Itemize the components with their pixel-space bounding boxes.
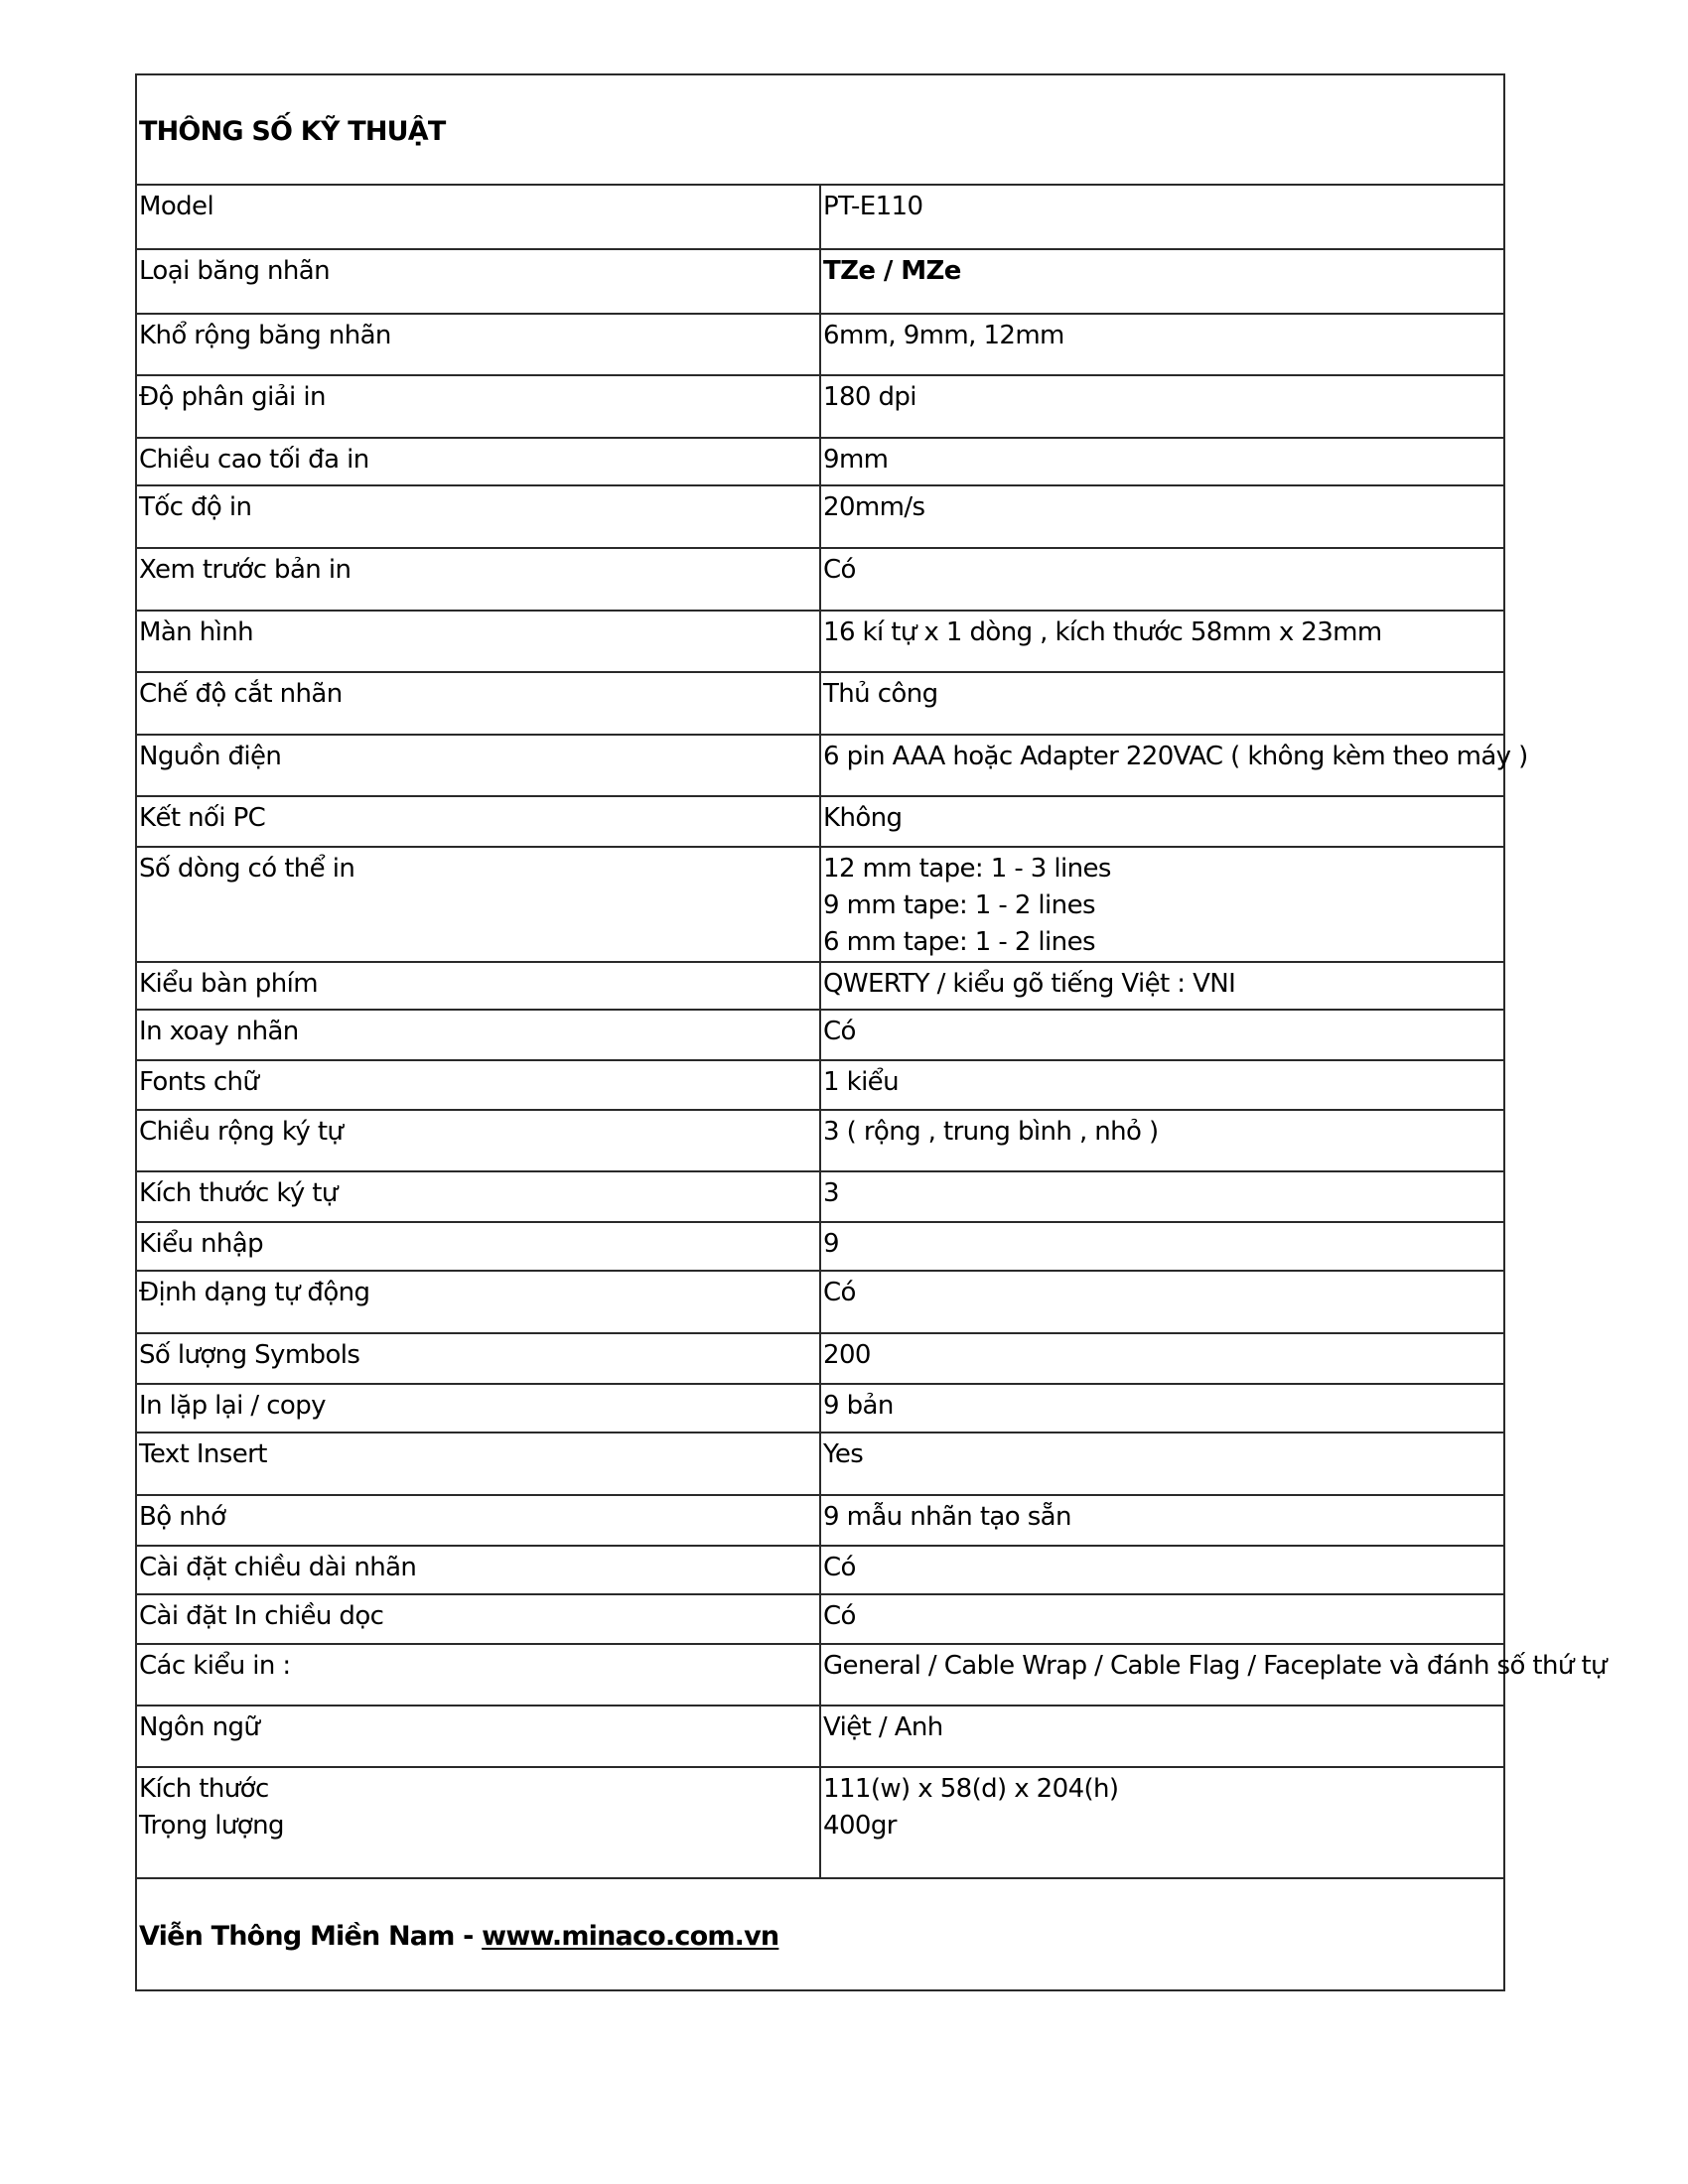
spec-value: 6mm, 9mm, 12mm bbox=[823, 321, 1064, 350]
spec-row bbox=[136, 548, 1504, 611]
spec-value-cell bbox=[820, 249, 1504, 314]
spec-label-cell bbox=[136, 1010, 820, 1060]
spec-value: Không bbox=[823, 803, 903, 833]
spec-value-cell bbox=[820, 1644, 1607, 1706]
spec-value: 20mm/s bbox=[823, 492, 925, 522]
spec-label-cell bbox=[136, 847, 820, 962]
website-link[interactable]: www.minaco.com.vn bbox=[482, 1921, 779, 1952]
spec-value: 6 pin AAA hoặc Adapter 220VAC ( không kèm theo máy ) bbox=[823, 742, 1528, 771]
spec-label: Chế độ cắt nhãn bbox=[139, 679, 343, 709]
spec-value-cell bbox=[820, 1222, 1504, 1271]
spec-label: Text Insert bbox=[139, 1439, 267, 1469]
spec-row bbox=[136, 438, 1504, 485]
spec-value: Có bbox=[823, 1553, 856, 1582]
spec-value: 3 ( rộng , trung bình , nhỏ ) bbox=[823, 1117, 1159, 1147]
company-name: Viễn Thông Miền Nam - bbox=[139, 1921, 483, 1952]
spec-row bbox=[136, 1546, 1504, 1594]
spec-label: Ngôn ngữ bbox=[139, 1712, 260, 1742]
spec-value-cell bbox=[820, 485, 1504, 548]
spec-row bbox=[136, 375, 1504, 438]
spec-value: 9 mẫu nhãn tạo sẵn bbox=[823, 1502, 1071, 1532]
spec-value-cell bbox=[820, 438, 1504, 485]
spec-row bbox=[136, 735, 1504, 796]
spec-label: Cài đặt In chiều dọc bbox=[139, 1601, 384, 1631]
spec-label-cell bbox=[136, 1495, 820, 1546]
spec-value: 180 dpi bbox=[823, 382, 916, 412]
spec-row bbox=[136, 1333, 1504, 1384]
spec-label: Định dạng tự động bbox=[139, 1278, 370, 1307]
spec-value-cell bbox=[820, 1767, 1504, 1878]
spec-label: Cài đặt chiều dài nhãn bbox=[139, 1553, 417, 1582]
spec-label: Loại băng nhãn bbox=[139, 256, 331, 286]
spec-row bbox=[136, 847, 1504, 962]
spec-value-cell bbox=[820, 375, 1504, 438]
spec-value: 16 kí tự x 1 dòng , kích thước 58mm x 23mm bbox=[823, 617, 1382, 647]
spec-label-cell bbox=[136, 1222, 820, 1271]
spec-label-cell bbox=[136, 314, 820, 375]
spec-label: Kết nối PC bbox=[139, 803, 266, 833]
spec-value: 3 bbox=[823, 1178, 839, 1208]
spec-value: 200 bbox=[823, 1340, 871, 1370]
spec-label-cell bbox=[136, 485, 820, 548]
spec-label-cell bbox=[136, 185, 820, 249]
spec-label-cell bbox=[136, 796, 820, 847]
spec-table bbox=[135, 73, 1607, 1991]
spec-row bbox=[136, 1644, 1504, 1706]
spec-value-cell bbox=[820, 735, 1528, 796]
spec-label-cell bbox=[136, 375, 820, 438]
spec-value-cell bbox=[820, 548, 1504, 611]
spec-label-cell bbox=[136, 735, 820, 796]
spec-label-cell bbox=[136, 1433, 820, 1495]
spec-label-cell bbox=[136, 1594, 820, 1644]
spec-value: General / Cable Wrap / Cable Flag / Faceplate và đánh số thứ tự bbox=[823, 1651, 1607, 1681]
spec-value-cell bbox=[820, 1333, 1504, 1384]
spec-value: 1 kiểu bbox=[823, 1067, 899, 1097]
spec-label-cell bbox=[136, 611, 820, 672]
spec-row bbox=[136, 1060, 1504, 1110]
spec-row bbox=[136, 485, 1504, 548]
spec-label-cell bbox=[136, 548, 820, 611]
spec-row bbox=[136, 185, 1504, 249]
spec-title bbox=[136, 74, 1504, 185]
spec-value: 9 bản bbox=[823, 1391, 894, 1421]
spec-label-cell bbox=[136, 438, 820, 485]
spec-value: Có bbox=[823, 1017, 856, 1046]
spec-value: TZe / MZe bbox=[823, 256, 961, 286]
spec-label: Chiều rộng ký tự bbox=[139, 1117, 344, 1147]
spec-value-cell bbox=[820, 1546, 1504, 1594]
spec-row bbox=[136, 1010, 1504, 1060]
spec-value-cell bbox=[820, 962, 1504, 1010]
spec-label: In xoay nhãn bbox=[139, 1017, 299, 1046]
spec-label: Màn hình bbox=[139, 617, 253, 647]
spec-value-cell bbox=[820, 1706, 1504, 1767]
spec-value: Có bbox=[823, 555, 856, 585]
spec-value: 111(w) x 58(d) x 204(h) 400gr bbox=[823, 1774, 1119, 1841]
spec-label-cell bbox=[136, 672, 820, 735]
spec-value-cell bbox=[820, 611, 1504, 672]
spec-row bbox=[136, 1594, 1504, 1644]
spec-label: Độ phân giải in bbox=[139, 382, 326, 412]
spec-label-cell bbox=[136, 1546, 820, 1594]
spec-label: Số lượng Symbols bbox=[139, 1340, 360, 1370]
spec-row bbox=[136, 249, 1504, 314]
spec-label: Tốc độ in bbox=[139, 492, 252, 522]
spec-label: Nguồn điện bbox=[139, 742, 282, 771]
spec-value-cell bbox=[820, 672, 1504, 735]
spec-value: 9 bbox=[823, 1229, 839, 1259]
spec-value-cell bbox=[820, 1594, 1504, 1644]
spec-row bbox=[136, 1271, 1504, 1333]
spec-value-cell bbox=[820, 1110, 1504, 1171]
spec-value: PT-E110 bbox=[823, 192, 923, 221]
spec-value: Việt / Anh bbox=[823, 1712, 943, 1742]
spec-label-cell bbox=[136, 1271, 820, 1333]
spec-value-cell bbox=[820, 1171, 1504, 1222]
spec-row bbox=[136, 796, 1504, 847]
spec-label-cell bbox=[136, 1384, 820, 1433]
spec-row bbox=[136, 1433, 1504, 1495]
spec-label-cell bbox=[136, 1110, 820, 1171]
spec-row bbox=[136, 1384, 1504, 1433]
spec-label: Xem trước bản in bbox=[139, 555, 352, 585]
spec-row bbox=[136, 962, 1504, 1010]
spec-label: Kích thước ký tự bbox=[139, 1178, 338, 1208]
spec-value: Có bbox=[823, 1601, 856, 1631]
spec-row bbox=[136, 1110, 1504, 1171]
spec-label-cell bbox=[136, 1706, 820, 1767]
spec-label: Kích thước Trọng lượng bbox=[139, 1774, 284, 1841]
spec-row bbox=[136, 1495, 1504, 1546]
spec-value-cell bbox=[820, 847, 1504, 962]
spec-label-cell bbox=[136, 1644, 820, 1706]
spec-row bbox=[136, 314, 1504, 375]
spec-label: Fonts chữ bbox=[139, 1067, 259, 1097]
spec-label: Số dòng có thể in bbox=[139, 854, 355, 884]
spec-value-cell bbox=[820, 1433, 1504, 1495]
spec-label: Model bbox=[139, 192, 214, 221]
spec-label: Kiểu nhập bbox=[139, 1229, 264, 1259]
spec-label: In lặp lại / copy bbox=[139, 1391, 326, 1421]
spec-label-cell bbox=[136, 1171, 820, 1222]
spec-row bbox=[136, 1171, 1504, 1222]
spec-value-cell bbox=[820, 314, 1504, 375]
spec-value: 9mm bbox=[823, 445, 889, 475]
spec-label-cell bbox=[136, 962, 820, 1010]
spec-label-cell bbox=[136, 1333, 820, 1384]
spec-title-text: THÔNG SỐ KỸ THUẬT bbox=[139, 116, 446, 147]
spec-value-cell bbox=[820, 185, 1504, 249]
spec-value: Thủ công bbox=[823, 679, 938, 709]
spec-label-cell bbox=[136, 1060, 820, 1110]
spec-row bbox=[136, 1767, 1504, 1878]
title-row bbox=[136, 74, 1504, 185]
spec-label: Bộ nhớ bbox=[139, 1502, 226, 1532]
spec-value: Có bbox=[823, 1278, 856, 1307]
spec-value-cell bbox=[820, 796, 1504, 847]
footer-cell bbox=[136, 1878, 1504, 1990]
spec-value: 12 mm tape: 1 - 3 lines 9 mm tape: 1 - 2 lines 6 mm tape: 1 - 2 lines bbox=[823, 854, 1111, 957]
spec-row bbox=[136, 611, 1504, 672]
spec-value-cell bbox=[820, 1384, 1504, 1433]
spec-value-cell bbox=[820, 1271, 1504, 1333]
spec-value: Yes bbox=[823, 1439, 864, 1469]
spec-label: Chiều cao tối đa in bbox=[139, 445, 369, 475]
spec-value: QWERTY / kiểu gõ tiếng Việt : VNI bbox=[823, 969, 1236, 999]
spec-row bbox=[136, 672, 1504, 735]
spec-value-cell bbox=[820, 1495, 1504, 1546]
spec-row bbox=[136, 1222, 1504, 1271]
spec-label-cell bbox=[136, 1767, 820, 1878]
spec-row bbox=[136, 1706, 1504, 1767]
spec-label-cell bbox=[136, 249, 820, 314]
spec-value-cell bbox=[820, 1010, 1504, 1060]
spec-label: Các kiểu in : bbox=[139, 1651, 291, 1681]
spec-value-cell bbox=[820, 1060, 1504, 1110]
spec-label: Kiểu bàn phím bbox=[139, 969, 318, 999]
spec-label: Khổ rộng băng nhãn bbox=[139, 321, 391, 350]
footer-row bbox=[136, 1878, 1504, 1990]
